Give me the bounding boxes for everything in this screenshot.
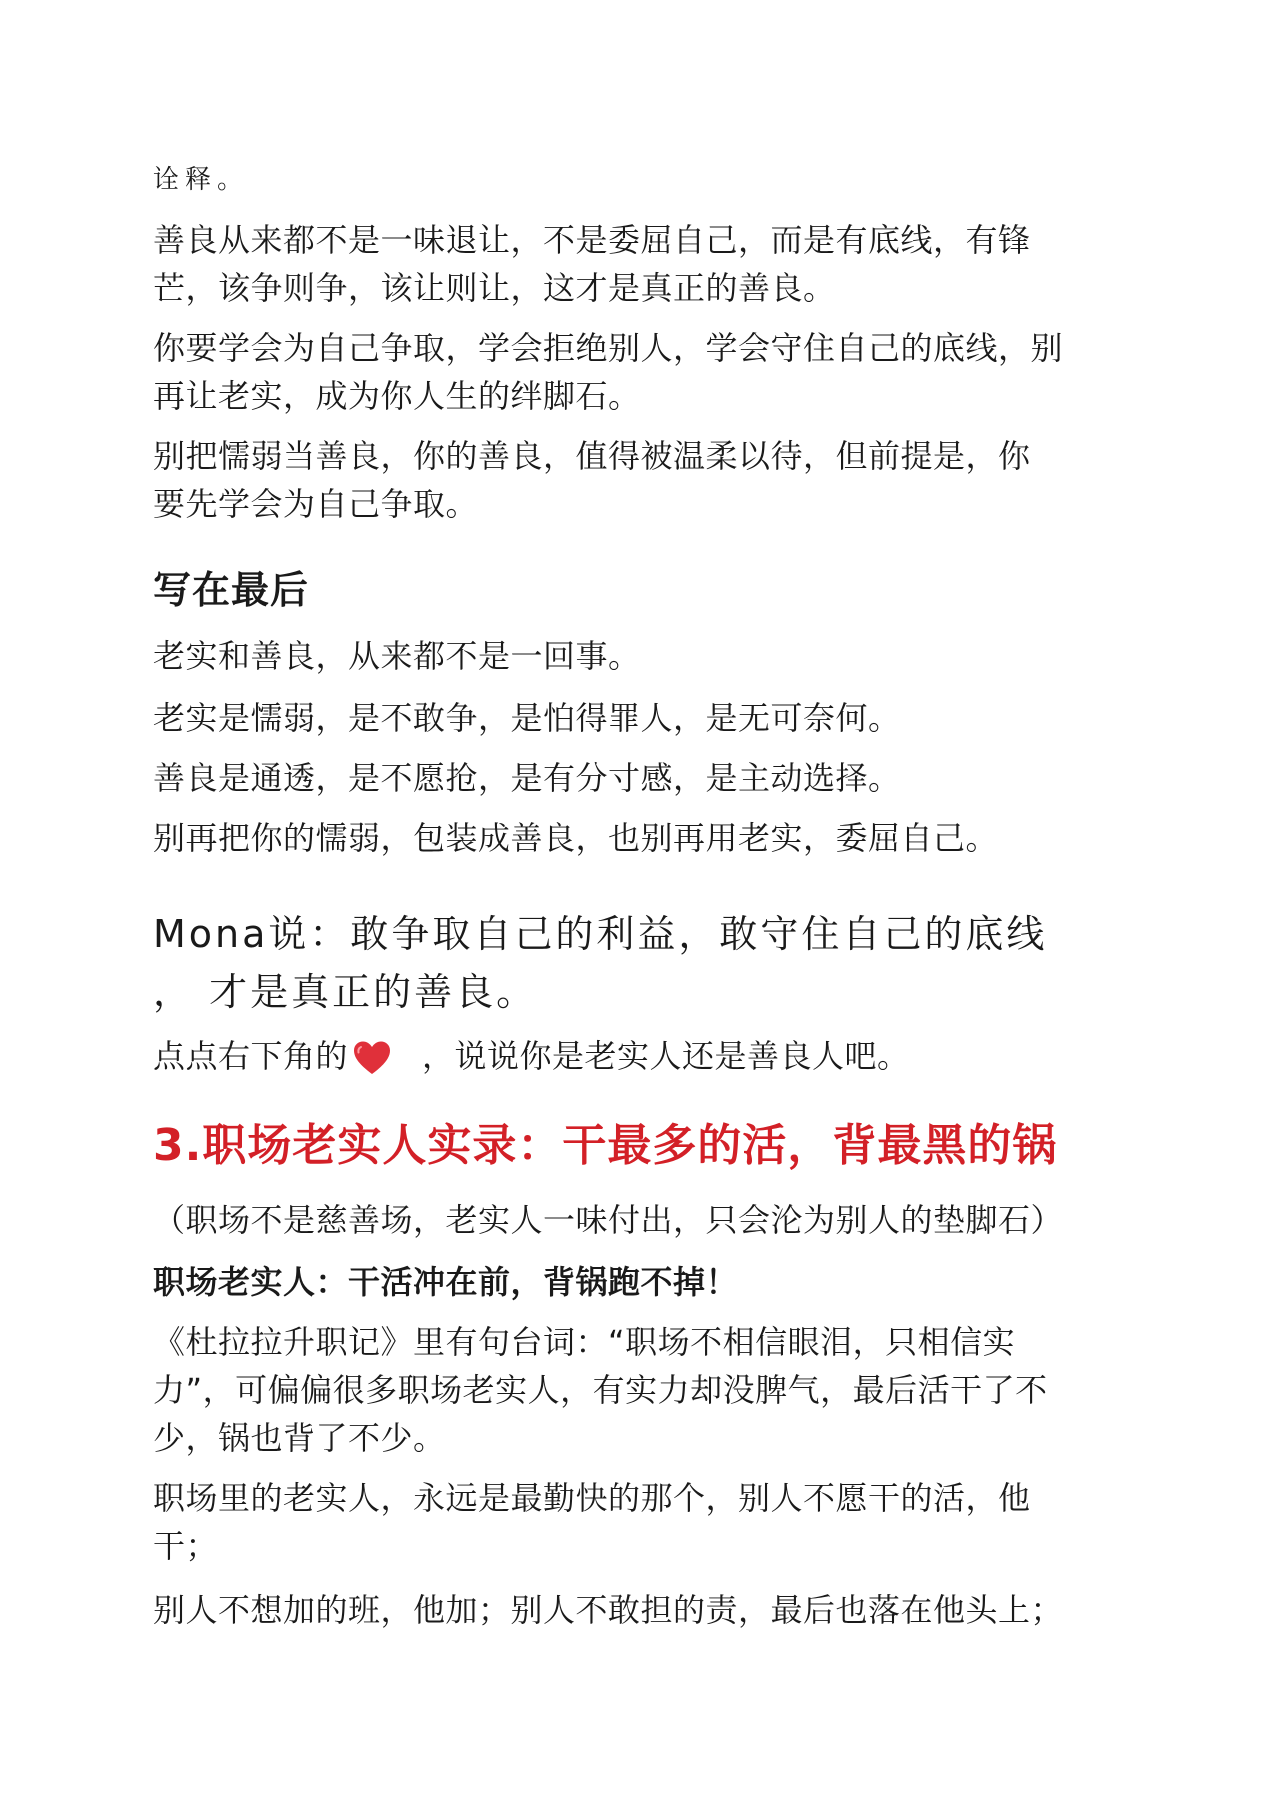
text-line: 诠释。 bbox=[153, 165, 250, 195]
section-heading: 写在最后 bbox=[153, 568, 310, 612]
mona-quote-line: ， 才是真正的善良。 bbox=[153, 970, 538, 1014]
text-line: 老实和善良，从来都不是一回事。 bbox=[153, 637, 641, 675]
text-line: 干； bbox=[153, 1527, 219, 1565]
red-heart-icon bbox=[352, 1040, 392, 1076]
chapter-heading: 3.职场老实人实录：干最多的活，背最黑的锅 bbox=[153, 1120, 1058, 1171]
text-line: 老实是懦弱，是不敢争，是怕得罪人，是无可奈何。 bbox=[153, 699, 901, 737]
text-line: 力”，可偏偏很多职场老实人，有实力却没脾气，最后活干了不 bbox=[153, 1371, 1048, 1409]
heart-prompt-text-end: ，说说你是老实人还是善良人吧。 bbox=[422, 1037, 910, 1075]
text-line: 要先学会为自己争取。 bbox=[153, 485, 479, 523]
subtitle-line: （职场不是慈善场，老实人一味付出，只会沦为别人的垫脚石） bbox=[153, 1201, 1064, 1239]
text-line: 芒，该争则争，该让则让，这才是真正的善良。 bbox=[153, 269, 836, 307]
text-line: 别人不想加的班，他加；别人不敢担的责，最后也落在他头上； bbox=[153, 1591, 1064, 1629]
text-line: 善良是通透，是不愿抢，是有分寸感，是主动选择。 bbox=[153, 759, 901, 797]
heart-prompt-text-start: 点点右下角的 bbox=[153, 1037, 349, 1075]
text-line: 你要学会为自己争取，学会拒绝别人，学会守住自己的底线，别 bbox=[153, 329, 1064, 367]
text-line: 善良从来都不是一味退让，不是委屈自己，而是有底线，有锋 bbox=[153, 221, 1031, 259]
text-line: 《杜拉拉升职记》里有句台词：“职场不相信眼泪，只相信实 bbox=[153, 1323, 1016, 1361]
text-line: 职场里的老实人，永远是最勤快的那个，别人不愿干的活，他 bbox=[153, 1479, 1031, 1517]
text-line: 少，锅也背了不少。 bbox=[153, 1419, 446, 1457]
text-line: 别把懦弱当善良，你的善良，值得被温柔以待，但前提是，你 bbox=[153, 437, 1031, 475]
bold-subheading: 职场老实人：干活冲在前，背锅跑不掉！ bbox=[153, 1263, 739, 1301]
mona-quote-line: Mona说：敢争取自己的利益，敢守住自己的底线 bbox=[153, 912, 1048, 956]
text-line: 别再把你的懦弱，包装成善良，也别再用老实，委屈自己。 bbox=[153, 819, 999, 857]
heart-prompt-line bbox=[153, 1036, 910, 1076]
text-line: 再让老实，成为你人生的绊脚石。 bbox=[153, 377, 641, 415]
